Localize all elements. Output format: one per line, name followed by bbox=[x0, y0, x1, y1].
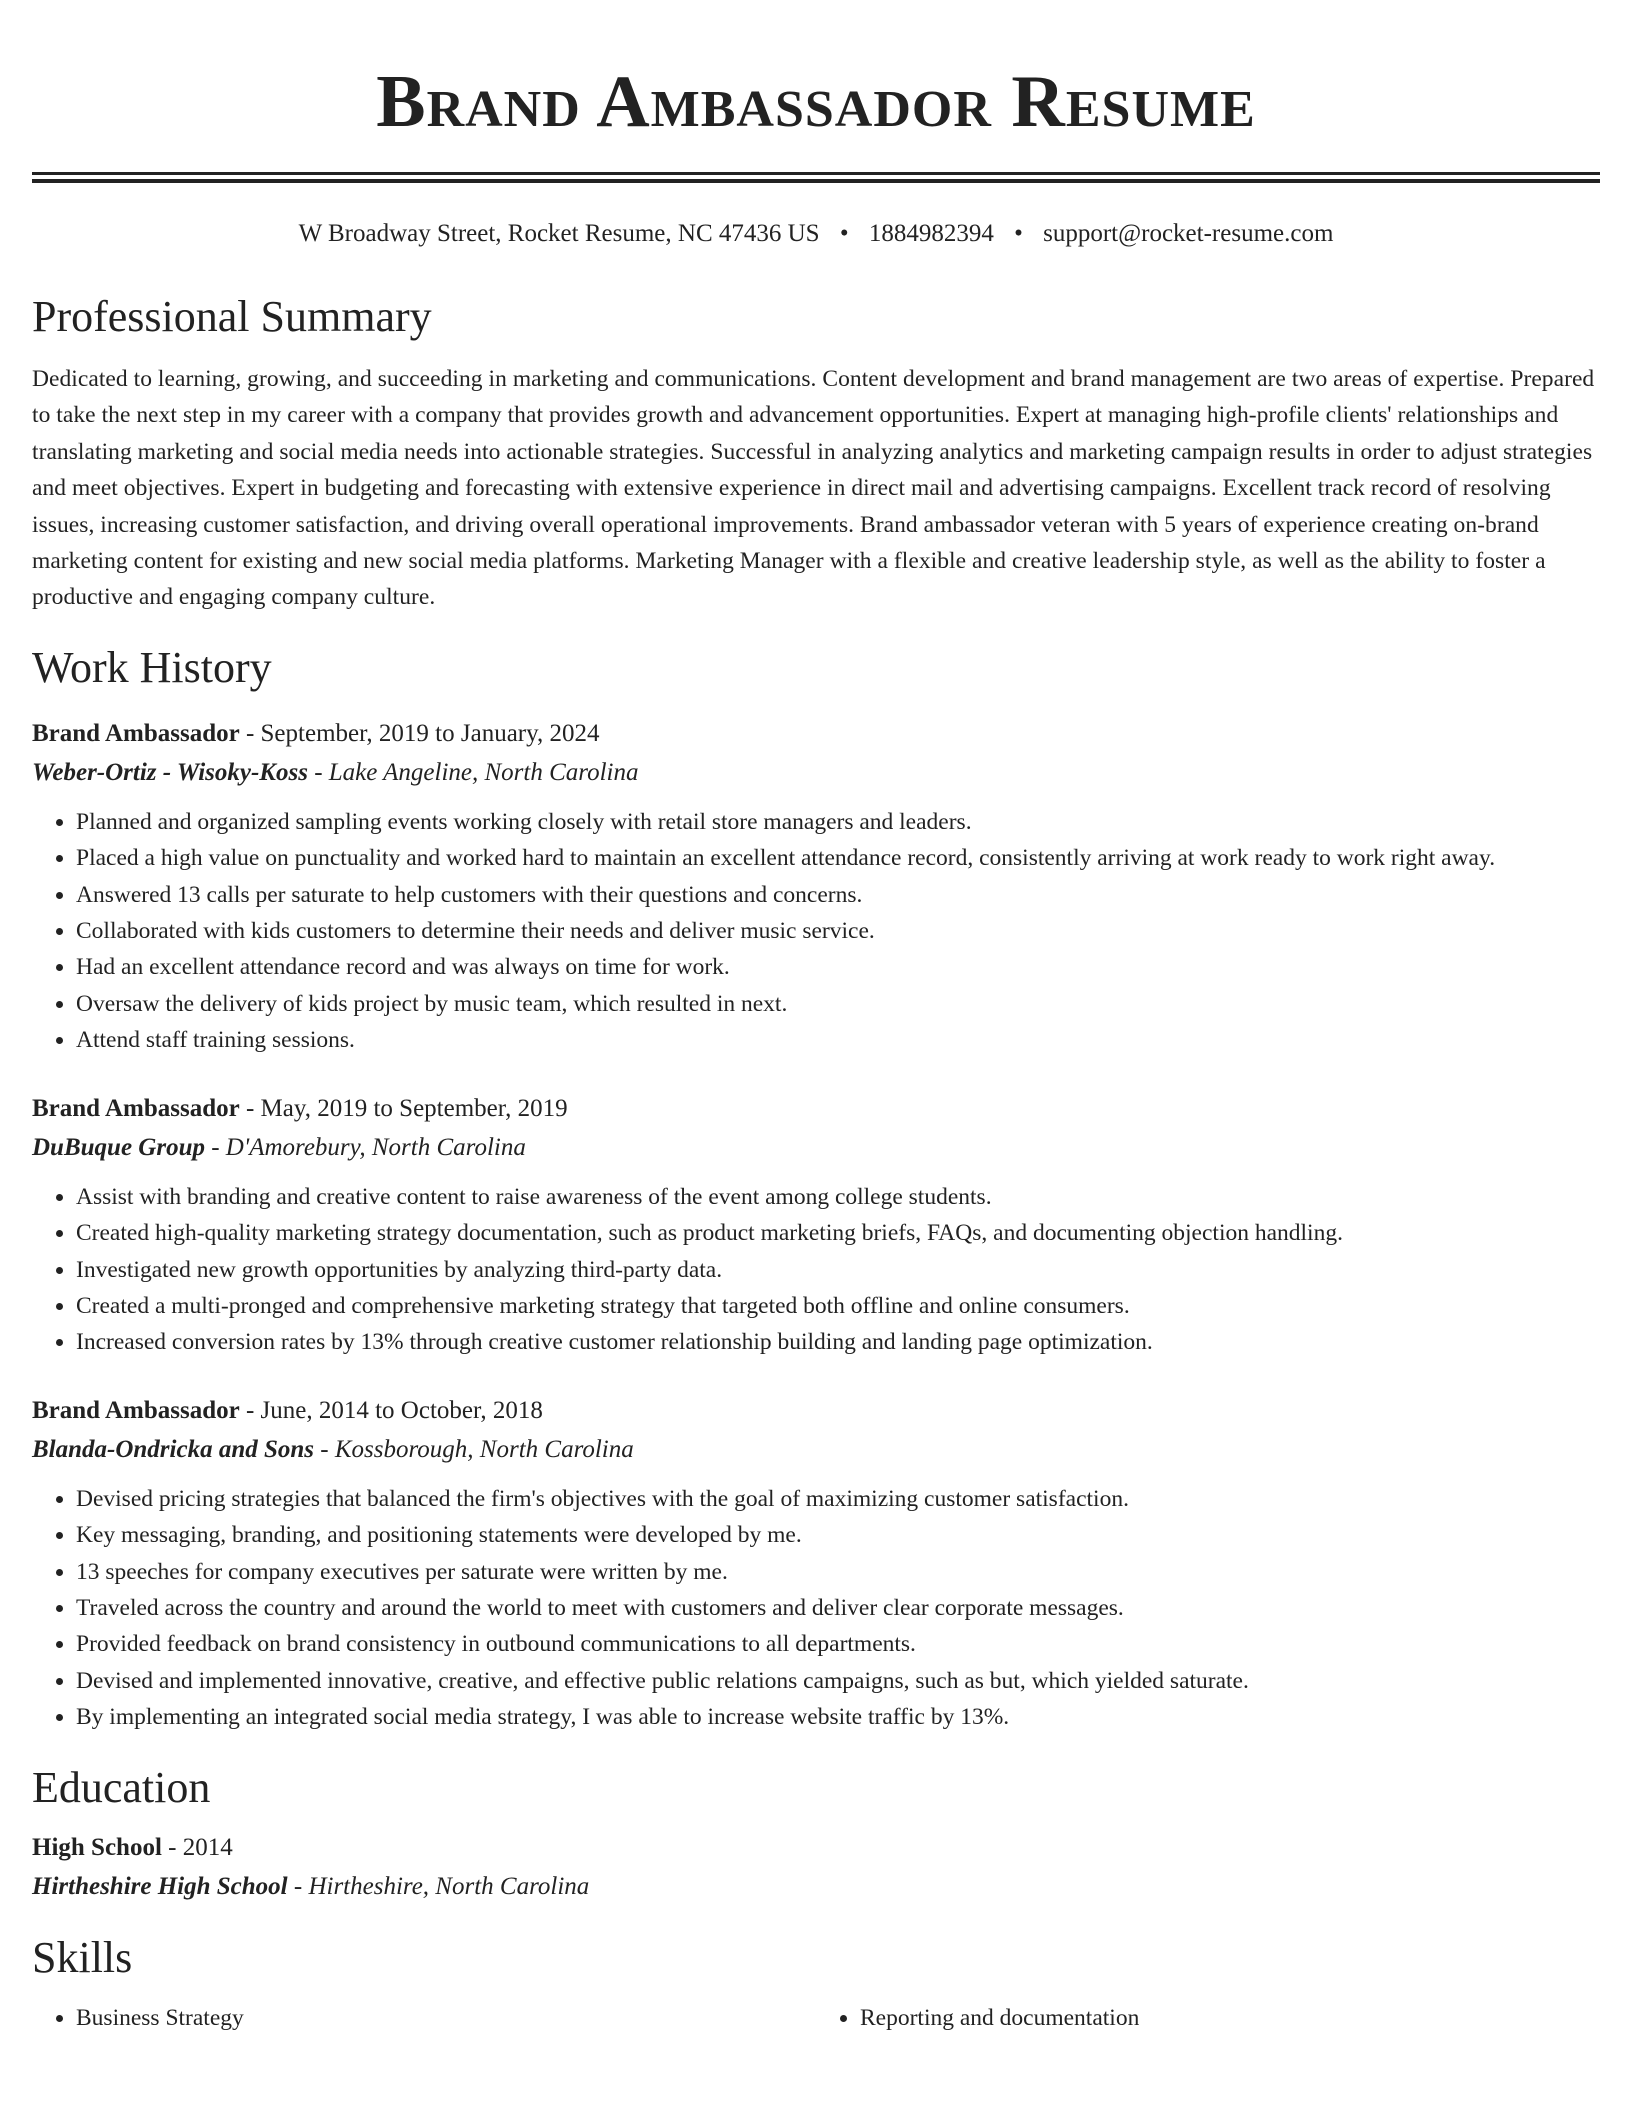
contact-separator: • bbox=[1014, 220, 1023, 247]
list-item: • Provided feedback on brand consistency in outbound communications to all departments. bbox=[76, 1626, 1600, 1662]
skills-columns bbox=[32, 2000, 1600, 2036]
job-duties-list bbox=[32, 1481, 1600, 1736]
job-location: - Lake Angeline, North Carolina bbox=[307, 758, 639, 786]
job-entry bbox=[32, 714, 1600, 1059]
job-location: - Kossborough, North Carolina bbox=[314, 1435, 634, 1463]
education-degree-line bbox=[32, 1828, 1600, 1867]
contact-line bbox=[32, 217, 1600, 251]
summary-heading: Professional Summary bbox=[32, 292, 432, 341]
job-title-line bbox=[32, 1391, 1600, 1430]
list-item: • By implementing an integrated social media strategy, I was able to increase website traffic by 13%. bbox=[76, 1699, 1600, 1735]
education-entry bbox=[32, 1828, 1600, 1906]
skills-heading: Skills bbox=[32, 1932, 133, 1982]
list-item: • Increased conversion rates by 13% through creative customer relationship building and landing page optimization. bbox=[76, 1324, 1600, 1360]
job-title: Brand Ambassador bbox=[32, 1094, 240, 1122]
list-item: • Answered 13 calls per saturate to help customers with their questions and concerns. bbox=[76, 877, 1600, 913]
contact-email: support@rocket-resume.com bbox=[1043, 220, 1334, 247]
list-item: • Devised and implemented innovative, creative, and effective public relations campaigns, such as but, which yielded saturate. bbox=[76, 1663, 1600, 1699]
contact-address: W Broadway Street, Rocket Resume, NC 47436 US bbox=[298, 220, 820, 247]
list-item: • Assist with branding and creative content to raise awareness of the event among college students. bbox=[76, 1179, 1600, 1215]
resume-page bbox=[32, 0, 1600, 2036]
job-company: Weber-Ortiz - Wisoky-Koss bbox=[32, 758, 308, 786]
job-title: Brand Ambassador bbox=[32, 1396, 240, 1424]
contact-separator: • bbox=[839, 220, 849, 247]
education-school-line bbox=[32, 1867, 1600, 1906]
work-history-heading: Work History bbox=[32, 642, 272, 692]
list-item: • Business Strategy bbox=[76, 2000, 816, 2036]
list-item: • Planned and organized sampling events working closely with retail store managers and leaders. bbox=[76, 804, 1600, 840]
job-dates: - September, 2019 to January, 2024 bbox=[239, 719, 600, 747]
job-duties-list bbox=[32, 1179, 1600, 1361]
job-company-line bbox=[32, 1430, 1600, 1469]
job-company: Blanda-Ondricka and Sons bbox=[32, 1435, 315, 1463]
education-year: - 2014 bbox=[161, 1833, 233, 1861]
education-school: Hirtheshire High School bbox=[32, 1872, 288, 1900]
list-item: • Created a multi-pronged and comprehensive marketing strategy that targeted both offline and online consumers. bbox=[76, 1288, 1600, 1324]
job-dates: - May, 2019 to September, 2019 bbox=[239, 1094, 568, 1122]
resume-title: Brand Ambassador Resume bbox=[376, 61, 1256, 143]
list-item: • Placed a high value on punctuality and worked hard to maintain an excellent attendance record, consistently arriving at work ready to work right away. bbox=[76, 840, 1600, 876]
list-item: • Key messaging, branding, and positioning statements were developed by me. bbox=[76, 1517, 1600, 1553]
job-company: DuBuque Group bbox=[32, 1133, 205, 1161]
education-heading: Education bbox=[32, 1762, 211, 1812]
job-company-line bbox=[32, 753, 1600, 792]
list-item: • Oversaw the delivery of kids project by music team, which resulted in next. bbox=[76, 986, 1600, 1022]
education-location: - Hirtheshire, North Carolina bbox=[287, 1872, 590, 1900]
job-title-line bbox=[32, 1089, 1600, 1128]
contact-phone: 1884982394 bbox=[868, 220, 994, 247]
list-item: • Had an excellent attendance record and was always on time for work. bbox=[76, 949, 1600, 985]
job-location: - D'Amorebury, North Carolina bbox=[204, 1133, 526, 1161]
job-entry bbox=[32, 1089, 1600, 1361]
job-entry bbox=[32, 1391, 1600, 1736]
job-dates: - June, 2014 to October, 2018 bbox=[239, 1396, 543, 1424]
list-item: • 13 speeches for company executives per saturate were written by me. bbox=[76, 1554, 1600, 1590]
job-company-line bbox=[32, 1128, 1600, 1167]
education-degree: High School bbox=[32, 1833, 162, 1861]
list-item: • Devised pricing strategies that balanced the firm's objectives with the goal of maximizing customer satisfaction. bbox=[76, 1481, 1600, 1517]
list-item: • Collaborated with kids customers to determine their needs and deliver music service. bbox=[76, 913, 1600, 949]
list-item: • Traveled across the country and around the world to meet with customers and deliver clear corporate messages. bbox=[76, 1590, 1600, 1626]
list-item: • Created high-quality marketing strategy documentation, such as product marketing briefs, FAQs, and documenting objection handling. bbox=[76, 1215, 1600, 1251]
job-title-line bbox=[32, 714, 1600, 753]
list-item: • Attend staff training sessions. bbox=[76, 1022, 1600, 1058]
skills-list-left bbox=[32, 2000, 816, 2036]
job-title: Brand Ambassador bbox=[32, 719, 240, 747]
list-item: • Reporting and documentation bbox=[860, 2000, 1600, 2036]
summary-text: Dedicated to learning, growing, and succeeding in marketing and communications. Content development and brand management are two areas of expertise. Prepared to take the next step in my career with a company that provides growth and advancement opportunities. Expert at managing high-profile clients' relationships and translating marketing and social media needs into actionable strategies. Successful in analyzing analytics and marketing campaign results in order to adjust strategies and meet objectives. Expert in budgeting and forecasting with extensive experience in direct mail and advertising campaigns. Excellent track record of resolving issues, increasing customer satisfaction, and driving overall operational improvements. Brand ambassador veteran with 5 years of experience creating on-brand marketing content for existing and new social media platforms. Marketing Manager with a flexible and creative leadership style, as well as the ability to foster a productive and engaging company culture. bbox=[32, 366, 1595, 611]
title-double-rule bbox=[32, 172, 1600, 183]
list-item: • Investigated new growth opportunities by analyzing third-party data. bbox=[76, 1252, 1600, 1288]
job-duties-list bbox=[32, 804, 1600, 1059]
skills-list-right bbox=[816, 2000, 1600, 2036]
